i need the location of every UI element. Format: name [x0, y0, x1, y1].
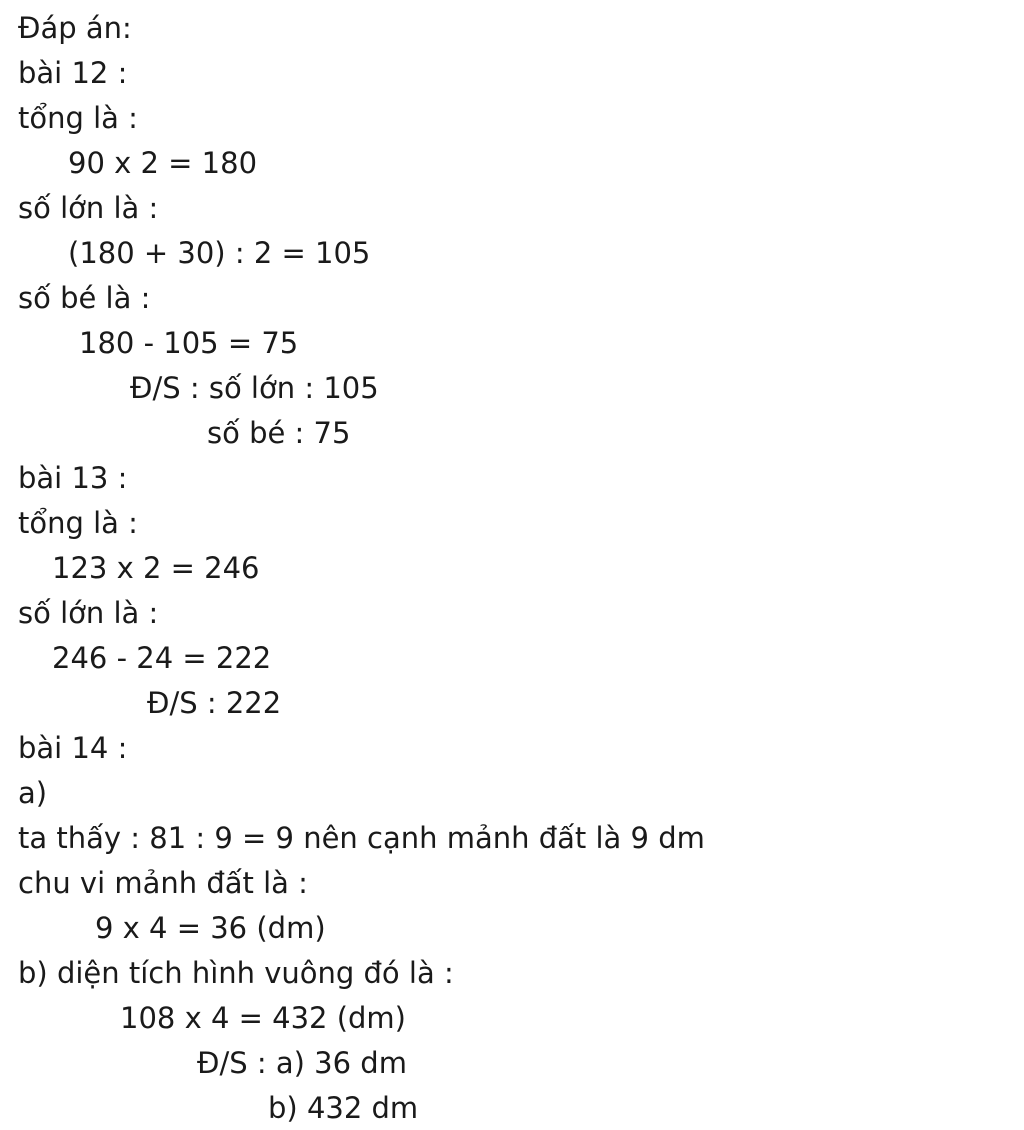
problem-13-sum-label: tổng là : [18, 506, 138, 540]
problem-14-answer-a: Đ/S : a) 36 dm [197, 1046, 407, 1080]
problem-13-heading: bài 13 : [18, 461, 128, 495]
problem-14-part-a-label: a) [18, 776, 48, 810]
problem-12-answer-larger: Đ/S : số lớn : 105 [130, 371, 379, 405]
problem-13-larger-label: số lớn là : [18, 596, 159, 630]
problem-13-sum-calc: 123 x 2 = 246 [52, 551, 260, 585]
problem-14-area-calc: 108 x 4 = 432 (dm) [120, 1001, 406, 1035]
problem-14-side-reasoning: ta thấy : 81 : 9 = 9 nên cạnh mảnh đất là 9 dm [18, 821, 705, 855]
problem-14-answer-b: b) 432 dm [268, 1091, 419, 1125]
problem-14-perimeter-calc: 9 x 4 = 36 (dm) [95, 911, 326, 945]
problem-12-larger-label: số lớn là : [18, 191, 159, 225]
problem-14-perimeter-label: chu vi mảnh đất là : [18, 866, 308, 900]
problem-12-sum-label: tổng là : [18, 101, 138, 135]
problem-12-larger-calc: (180 + 30) : 2 = 105 [68, 236, 371, 270]
problem-12-smaller-label: số bé là : [18, 281, 151, 315]
problem-13-answer: Đ/S : 222 [147, 686, 282, 720]
answer-heading: Đáp án: [18, 11, 132, 45]
problem-14-area-label: b) diện tích hình vuông đó là : [18, 956, 454, 990]
problem-12-heading: bài 12 : [18, 56, 128, 90]
problem-13-larger-calc: 246 - 24 = 222 [52, 641, 272, 675]
problem-12-sum-calc: 90 x 2 = 180 [68, 146, 258, 180]
problem-12-smaller-calc: 180 - 105 = 75 [79, 326, 299, 360]
problem-12-answer-smaller: số bé : 75 [207, 416, 351, 450]
problem-14-heading: bài 14 : [18, 731, 128, 765]
